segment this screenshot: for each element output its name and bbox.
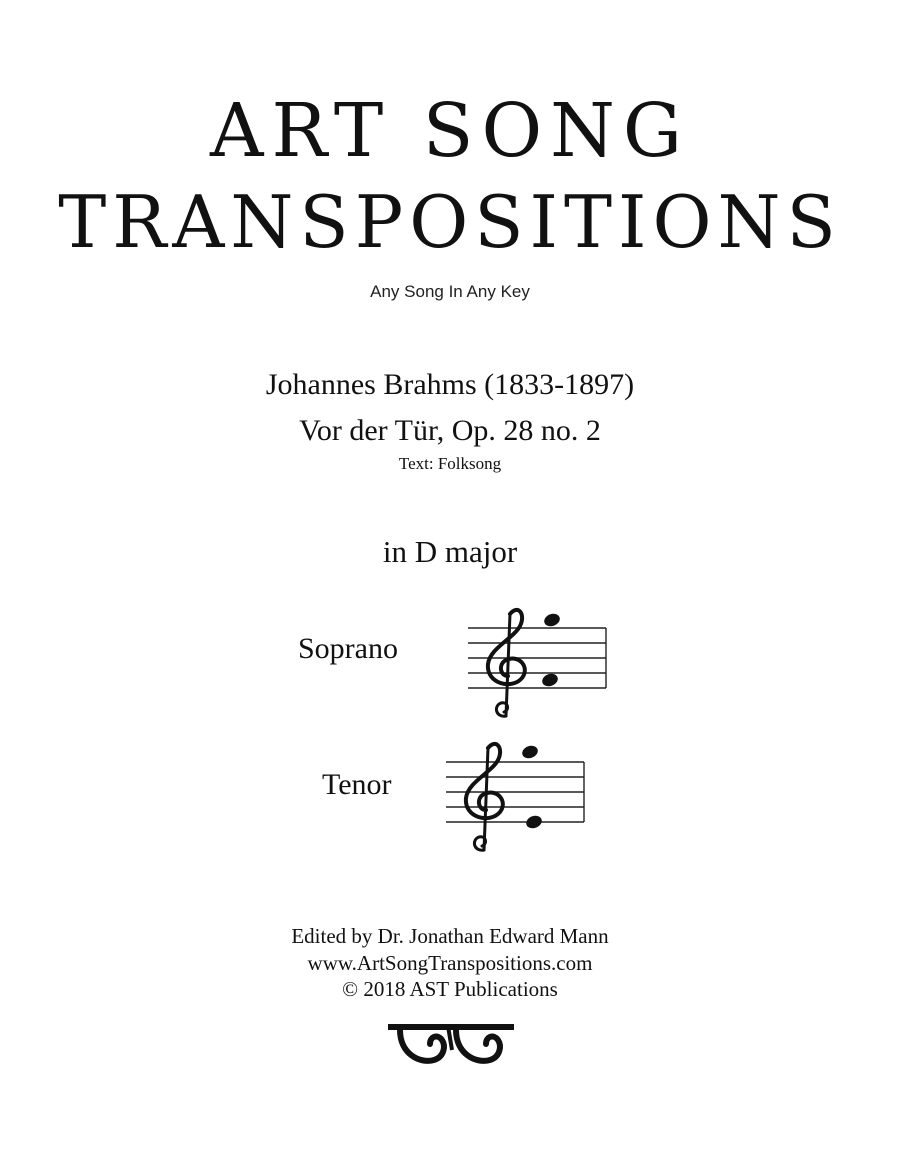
treble-clef-icon [488,610,525,716]
work-title: Vor der Tür, Op. 28 no. 2 [299,414,601,447]
brand-title-line-2: TRANSPOSITIONS [58,180,842,264]
voice-label-tenor: Tenor [322,768,392,801]
key-label: in D major [382,534,518,569]
ast-logo-icon [386,1020,516,1070]
note-low [540,672,559,689]
brand-tagline: Any Song In Any Key [370,282,530,301]
soprano-range-staff [460,598,620,724]
website-url: www.ArtSongTranspositions.com [307,951,593,975]
editor-credit: Edited by Dr. Jonathan Edward Mann [291,924,609,948]
range-notes [540,612,561,689]
copyright-notice: © 2018 AST Publications [342,977,558,1001]
tenor-range-staff [438,732,598,858]
range-notes [520,744,543,831]
note-high [542,612,561,629]
text-credit: Text: Folksong [398,454,502,473]
composer-line: Johannes Brahms (1833-1897) [265,368,635,401]
treble-clef-icon [466,744,503,850]
brand-title-line-1: ART SONG [210,88,690,174]
voice-label-soprano: Soprano [298,632,398,665]
note-high [520,744,539,761]
note-low [524,814,543,831]
